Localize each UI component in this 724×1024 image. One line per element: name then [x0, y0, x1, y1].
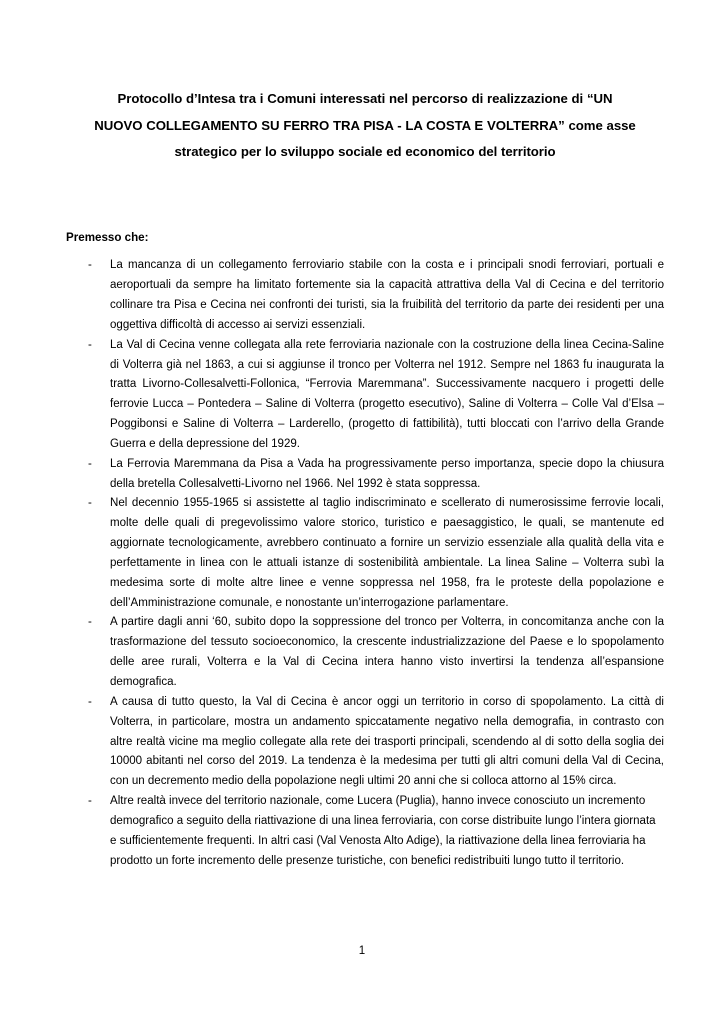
bullet-marker-icon: -	[88, 695, 92, 708]
bullet-anni-60: A partire dagli anni ‘60, subito dopo la soppressione del tronco per Volterra, in concomitanza anche con la trasformazione del tessuto socioeconomico, la crescente industrializzazione del Paese e lo spopolamento delle aree rurali, Volterra e la Val di Cecina intera hanno visto invertirsi la tendenza all’espansione demografica.	[110, 616, 664, 689]
premise-bullet-list	[66, 247, 664, 871]
page-title-line-3: strategico per lo sviluppo sociale ed economico del territorio	[174, 144, 556, 159]
page-title-line-2: NUOVO COLLEGAMENTO SU FERRO TRA PISA - LA COSTA E VOLTERRA” come asse	[94, 117, 636, 133]
bullet-marker-icon: -	[88, 497, 92, 510]
list-item	[66, 455, 664, 495]
list-item	[66, 494, 664, 613]
list-item	[66, 693, 664, 792]
bullet-spopolamento: A causa di tutto questo, la Val di Cecina è ancor oggi un territorio in corso di spopolamento. La città di Volterra, in particolare, mostra un andamento spiccatamente negativo nella demografia, in contrasto con altre realtà vicine ma meglio collegate alla rete dei trasporti principali, scendendo al di sotto della soglia dei 10000 abitanti nel corso del 2019. La tendenza è la medesima per tutti gli altri comuni della Val di Cecina, con un decremento medio della popolazione negli ultimi 20 anni che si colloca attorno al 15% circa.	[110, 695, 664, 788]
page-title	[66, 0, 664, 166]
bullet-decennio-1955-1965: Nel decennio 1955-1965 si assistette al taglio indiscriminato e scellerato di numerosissime ferrovie locali, molte delle quali di pregevolissimo valore storico, turistico e paesaggistico, le quali, se mantenute ed aggiornate tecnologicamente, avrebbero continuato a fornire un servizio essenziale alla qualità della vita e perfettamente in linea con le attuali istanze di sostenibilità ambientale. La linea Saline – Volterra subì la medesima sorte di molte altre linee e venne soppressa nel 1958, fra le proteste della popolazione e dell’Amministrazione comunale, e nonostante un’interrogazione parlamentare.	[110, 497, 664, 609]
list-item	[66, 792, 664, 871]
list-item	[66, 336, 664, 455]
list-item	[66, 256, 664, 335]
bullet-marker-icon: -	[88, 616, 92, 629]
bullet-marker-icon: -	[88, 338, 92, 351]
bullet-ferrovia-maremmana: La Ferrovia Maremmana da Pisa a Vada ha progressivamente perso importanza, specie dopo la chiusura della bretella Collesalvetti-Livorno nel 1966. Nel 1992 è stata soppressa.	[110, 457, 664, 490]
bullet-altre-realta: Altre realtà invece del territorio nazionale, come Lucera (Puglia), hanno invece conosciuto un incremento demografico a seguito della riattivazione di una linea ferroviaria, con corse distribuite lungo l’intera giornata e sufficientemente frequenti. In altri casi (Val Venosta Alto Adige), la riattivazione della linea ferroviaria ha prodotto un forte incremento delle presenze turistiche, con benefici redistribuiti lungo tutto il territorio.	[110, 795, 656, 867]
page-title-line-1: Protocollo d’Intesa tra i Comuni interessati nel percorso di realizzazione di “UN	[117, 91, 613, 106]
bullet-marker-icon: -	[88, 259, 92, 272]
document-body	[66, 0, 664, 871]
page-number: 1	[358, 945, 366, 957]
lead-in-heading: Premesso che:	[66, 230, 149, 244]
bullet-marker-icon: -	[88, 457, 92, 470]
list-item	[66, 613, 664, 692]
bullet-marker-icon: -	[88, 795, 92, 808]
bullet-mancanza-collegamento: La mancanza di un collegamento ferroviario stabile con la costa e i principali snodi ferroviari, portuali e aeroportuali da sempre ha limitato fortemente sia la capacità attrattiva della Val di Cecina e del territorio collinare tra Pisa e Cecina nei confronti dei turisti, sia la fruibilità del territorio da parte dei residenti per una oggettiva difficoltà di accesso ai servizi essenziali.	[110, 259, 664, 331]
bullet-val-di-cecina-rete: La Val di Cecina venne collegata alla rete ferroviaria nazionale con la costruzione della linea Cecina-Saline di Volterra già nel 1863, a cui si aggiunse il tronco per Volterra nel 1912. Sempre nel 1863 fu inaugurata la tratta Livorno-Collesalvetti-Follonica, “Ferrovia Maremmana”. Successivamente nacquero i progetti delle ferrovie Lucca – Pontedera – Saline di Volterra (progetto esecutivo), Saline di Volterra – Colle Val d’Elsa – Poggibonsi e Saline di Volterra – Larderello, (progetto di fattibilità), tutti bloccati con l’arrivo della Grande Guerra e della depressione del 1929.	[110, 338, 664, 450]
